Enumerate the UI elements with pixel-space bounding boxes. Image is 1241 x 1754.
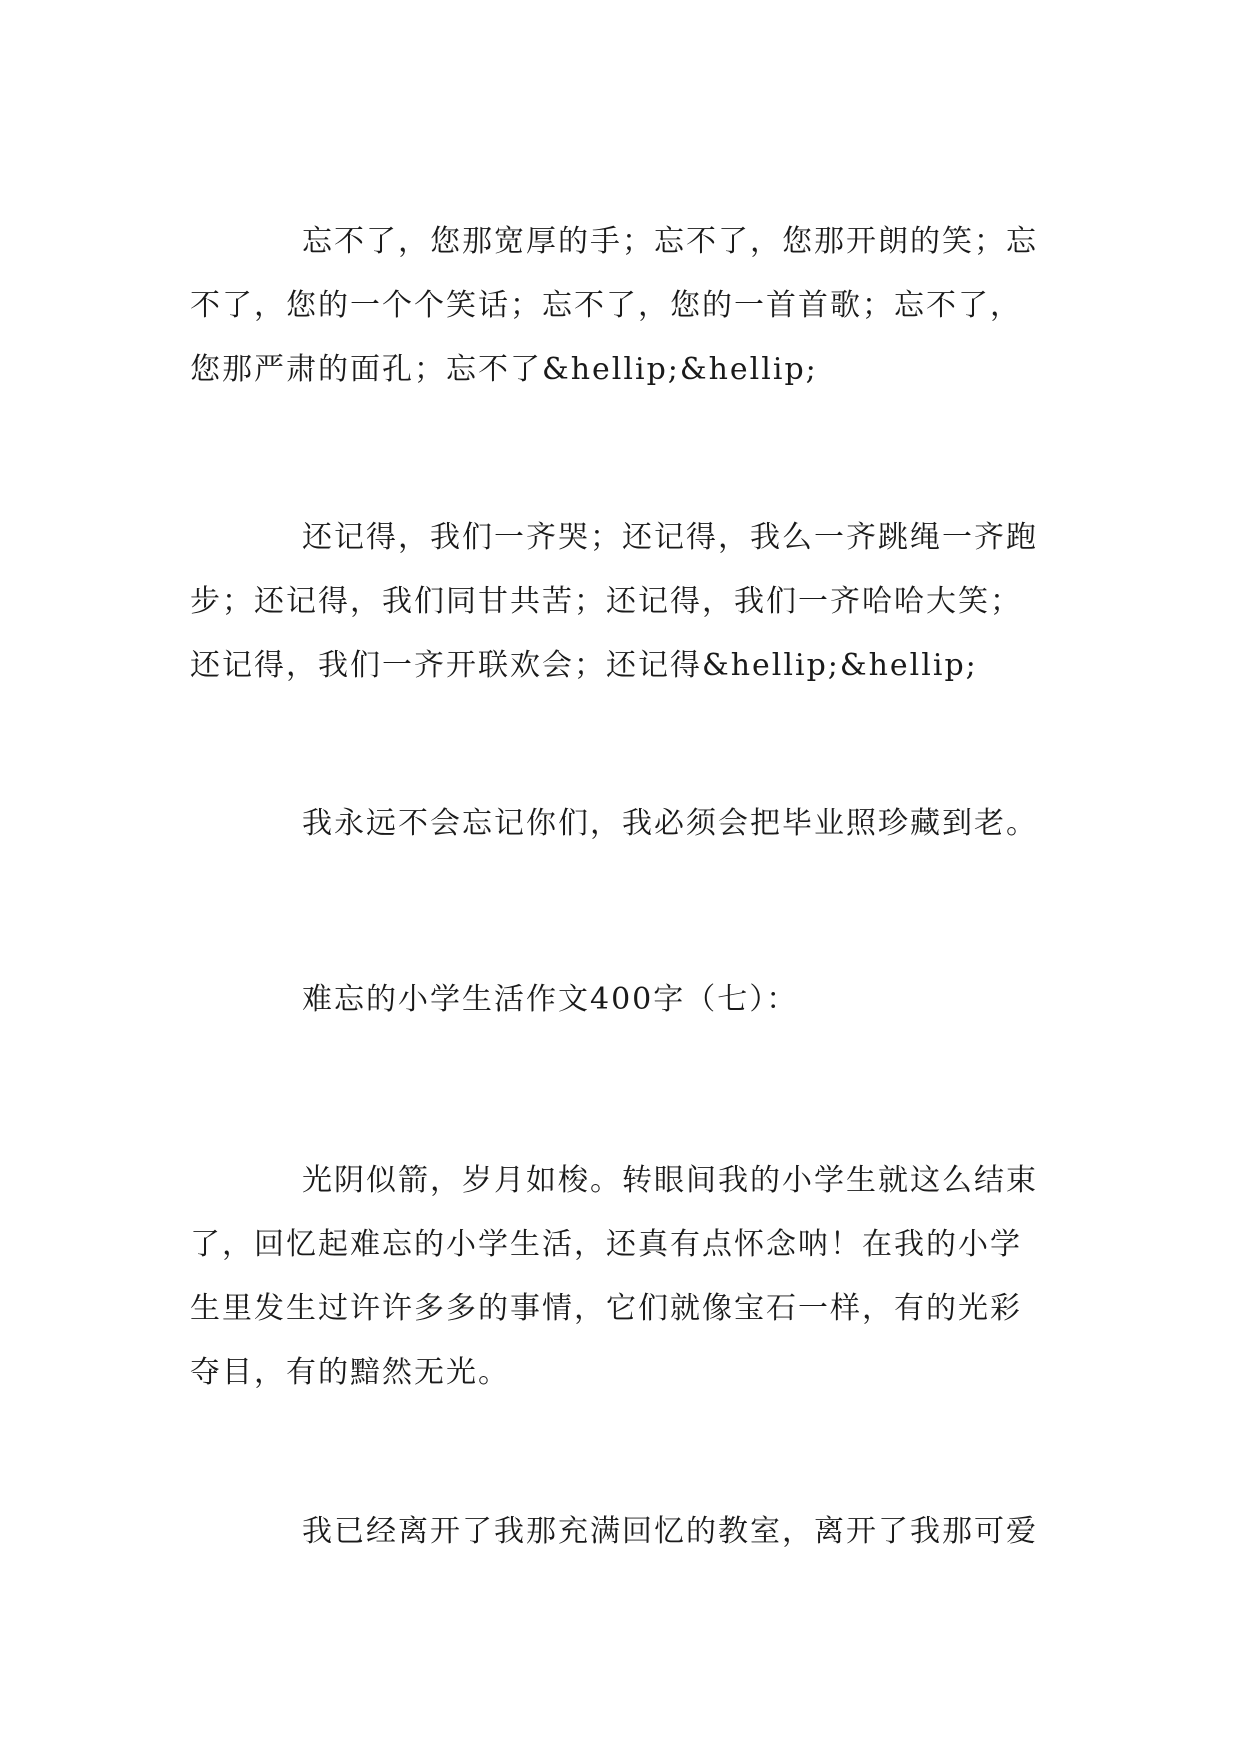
paragraph-line: 光阴似箭，岁月如梭。转眼间我的小学生就这么结束 [302, 1163, 1038, 1198]
section-heading [190, 968, 1070, 1032]
paragraph-line: 还记得，我们一齐哭；还记得，我么一齐跳绳一齐跑 [302, 520, 1038, 555]
paragraph-line: 您那严肃的面孔；忘不了&hellip;&hellip; [190, 352, 818, 387]
paragraph-remember [190, 506, 1070, 698]
paragraph-line: 还记得，我们一齐开联欢会；还记得&hellip;&hellip; [190, 648, 978, 683]
section-heading-text: 难忘的小学生活作文400字（七）： [302, 982, 799, 1017]
paragraph-line: 我永远不会忘记你们，我必须会把毕业照珍藏到老。 [302, 806, 1038, 841]
paragraph-line: 生里发生过许许多多的事情，它们就像宝石一样，有的光彩 [190, 1291, 1022, 1326]
paragraph-line: 步；还记得，我们同甘共苦；还记得，我们一齐哈哈大笑； [190, 584, 1022, 619]
paragraph-left-classroom [190, 1500, 1070, 1564]
paragraph-line: 夺目，有的黯然无光。 [190, 1355, 510, 1390]
paragraph-line: 忘不了，您那宽厚的手；忘不了，您那开朗的笑；忘 [302, 224, 1038, 259]
paragraph-never-forget [190, 792, 1070, 856]
paragraph-line: 我已经离开了我那充满回忆的教室，离开了我那可爱 [302, 1514, 1038, 1549]
paragraph-line: 不了，您的一个个笑话；忘不了，您的一首首歌；忘不了， [190, 288, 1022, 323]
paragraph-line: 了，回忆起难忘的小学生活，还真有点怀念呐！在我的小学 [190, 1227, 1022, 1262]
paragraph-time-flies [190, 1149, 1070, 1405]
paragraph-forget [190, 210, 1070, 402]
